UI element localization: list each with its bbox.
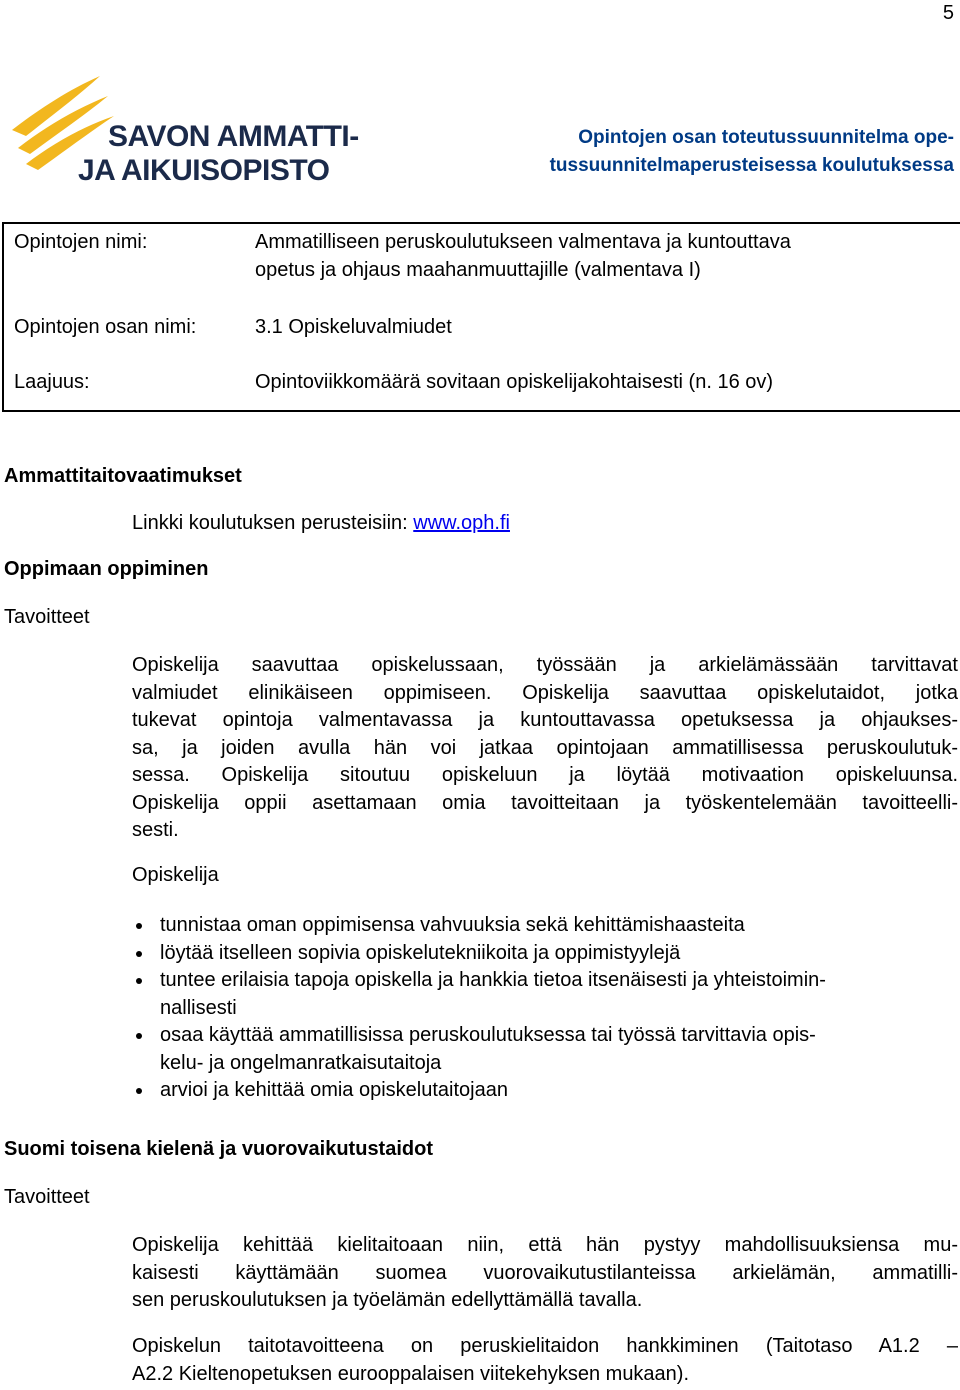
course-scope-label: Laajuus: <box>14 371 90 393</box>
paragraph-line: sen peruskoulutuksen ja työelämän edellyttämällä tavalla. <box>132 1289 643 1311</box>
document-title <box>494 124 954 180</box>
paragraph-line: tukevat opintoja valmentavassa ja kuntouttavassa opetuksessa ja ohjaukses- <box>132 709 958 731</box>
list-item-text: tunnistaa oman oppimisensa vahvuuksia sekä kehittämishaasteita <box>160 914 745 936</box>
bullet-icon <box>136 1088 142 1094</box>
paragraph-line: sesti. <box>132 819 179 841</box>
paragraph-line: Opiskelun taitotavoitteena on peruskielitaidon hankkiminen (Taitotaso A1.2 – <box>132 1335 958 1357</box>
document-title-line1: Opintojen osan toteutussuunnitelma ope- <box>578 127 954 148</box>
list-item-text: kelu- ja ongelmanratkaisutaitoja <box>160 1051 442 1074</box>
logo-line2: JA AIKUISOPISTO <box>78 154 330 185</box>
list-item <box>132 967 942 1022</box>
document-title-line2: tussuunnitelmaperusteisessa koulutuksessa <box>549 155 954 176</box>
paragraph-line: Opiskelija saavuttaa opiskelussaan, työssään ja arkielämässään tarvittavat <box>132 654 958 676</box>
paragraph-line: A2.2 Kieltenopetuksen eurooppalaisen viitekehyksen mukaan). <box>132 1362 690 1385</box>
logo-line1: SAVON AMMATTI- <box>108 120 359 153</box>
paragraph-line: sa, ja joiden avulla hän voi jatkaa opintojaan ammatillisessa peruskoulutuk- <box>132 736 958 759</box>
bullet-icon <box>136 978 142 984</box>
page-number: 5 <box>942 2 954 24</box>
list-item-text: tuntee erilaisia tapoja opiskella ja hankkia tietoa itsenäisesti ja yhteistoimin- <box>160 969 826 991</box>
curriculum-link-prefix: Linkki koulutuksen perusteisiin: <box>132 512 414 534</box>
curriculum-link[interactable]: www.oph.fi <box>413 512 510 534</box>
bullet-icon <box>136 923 142 929</box>
bullet-icon <box>136 951 142 957</box>
course-name-line2: opetus ja ohjaus maahanmuuttajille (valmentava I) <box>255 259 701 281</box>
learning-objectives-list <box>132 912 942 1105</box>
list-item <box>132 940 942 968</box>
course-info-box <box>2 222 960 412</box>
section-heading-finnish: Suomi toisena kielenä ja vuorovaikutustaidot <box>4 1138 433 1160</box>
bullet-icon <box>136 1033 142 1039</box>
goals-label-finnish: Tavoitteet <box>4 1186 90 1208</box>
course-part-label: Opintojen osan nimi: <box>14 316 197 338</box>
list-item <box>132 912 942 940</box>
goals-label-learning: Tavoitteet <box>4 606 90 628</box>
curriculum-link-line <box>132 512 510 535</box>
list-item <box>132 1022 942 1077</box>
course-name-value <box>255 228 955 284</box>
list-item <box>132 1077 942 1105</box>
course-name-line1: Ammatilliseen peruskoulutukseen valmentava ja kuntouttava <box>255 231 791 253</box>
list-item-text: löytää itselleen sopivia opiskelutekniikoita ja oppimistyylejä <box>160 941 681 964</box>
course-part-value: 3.1 Opiskeluvalmiudet <box>255 316 452 338</box>
logo-graphic <box>8 70 368 185</box>
learning-goals-paragraph <box>132 652 958 845</box>
finnish-goals-paragraph1 <box>132 1232 958 1315</box>
list-item-text: nallisesti <box>160 996 237 1019</box>
course-scope-value: Opintoviikkomäärä sovitaan opiskelijakohtaisesti (n. 16 ov) <box>255 371 774 393</box>
paragraph-line: Opiskelija kehittää kielitaitoaan niin, että hän pystyy mahdollisuuksiensa mu- <box>132 1234 958 1256</box>
paragraph-line: valmiudet elinikäiseen oppimiseen. Opiskelija saavuttaa opiskelutaidot, jotka <box>132 681 958 704</box>
list-item-text: osaa käyttää ammatillisissa peruskoulutuksessa tai työssä tarvittavia opis- <box>160 1024 816 1046</box>
course-name-label: Opintojen nimi: <box>14 231 148 253</box>
learning-lead: Opiskelija <box>132 864 219 886</box>
section-heading-skills: Ammattitaitovaatimukset <box>4 465 242 487</box>
paragraph-line: Opiskelija oppii asettamaan omia tavoitteitaan ja työskentelemään tavoitteelli- <box>132 791 958 814</box>
finnish-goals-paragraph2 <box>132 1333 958 1388</box>
section-heading-learning: Oppimaan oppiminen <box>4 558 209 580</box>
paragraph-line: sessa. Opiskelija sitoutuu opiskeluun ja löytää motivaation opiskeluunsa. <box>132 764 958 786</box>
list-item-text: arvioi ja kehittää omia opiskelutaitojaan <box>160 1079 508 1101</box>
logo <box>8 70 368 185</box>
paragraph-line: kaisesti käyttämään suomea vuorovaikutustilanteissa arkielämän, ammatilli- <box>132 1261 958 1284</box>
